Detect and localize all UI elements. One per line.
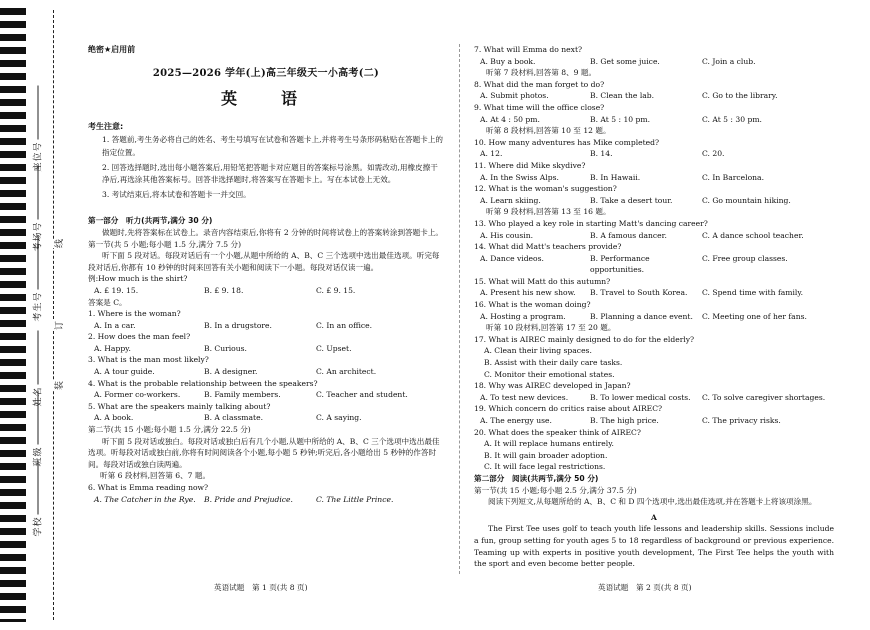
question: 11. Where did Mike skydive? bbox=[474, 160, 586, 170]
question: 2. How does the man feel? bbox=[88, 332, 191, 342]
mark-bind: 订 bbox=[51, 321, 66, 330]
question: 7. What will Emma do next? bbox=[474, 45, 583, 54]
option: C. Monitor their emotional states. bbox=[484, 369, 615, 379]
question: 13. Who played a key role in starting Matt's dancing career? bbox=[474, 218, 708, 228]
page-divider bbox=[459, 44, 460, 574]
options: A. A tour guide. B. A designer. C. An architect. bbox=[94, 367, 377, 377]
options: A. Former co-workers. B. Family members. C. Teacher and student. bbox=[94, 390, 408, 400]
question: 8. What did the man forget to do? bbox=[474, 79, 605, 89]
option: A. Clean their living spaces. bbox=[484, 346, 592, 356]
binding-bars bbox=[0, 8, 26, 622]
question: 9. What time will the office close? bbox=[474, 102, 605, 112]
question: 19. Which concern do critics raise about AIREC? bbox=[474, 404, 663, 414]
notice-item: 2. 回答选择题时,选出每小题答案后,用铅笔把答题卡对应题目的答案标号涂黑。如需改动,用橡皮擦干净后,再选涂其他答案标号。回答非选择题时,将答案写在答题卡上。写在本试卷上无效。 bbox=[102, 162, 438, 185]
question: 18. Why was AIREC developed in Japan? bbox=[474, 381, 631, 391]
option: C. It will face legal restrictions. bbox=[484, 462, 606, 472]
notice-heading: 考生注意: bbox=[88, 121, 124, 131]
right-page bbox=[474, 44, 834, 570]
options: A. In a car. B. In a drugstore. C. In an office. bbox=[94, 320, 373, 330]
part1-heading: 第一部分 听力(共两节,满分 30 分) bbox=[88, 216, 213, 226]
sec2-heading: 第二节(共 15 小题;每小题 1.5 分,满分 22.5 分) bbox=[88, 425, 251, 435]
options: A. His cousin. B. A famous dancer. C. A dance school teacher. bbox=[480, 230, 804, 240]
listening-prompt: 听第 9 段材料,回答第 13 至 16 题。 bbox=[486, 207, 611, 217]
passage-label: A bbox=[651, 512, 657, 522]
field-seat: 座位号 bbox=[31, 142, 44, 172]
notice-item: 1. 答题前,考生务必将自己的姓名、考生号填写在试卷和答题卡上,并将考生号条形码粘贴在答题卡上的指定位置。 bbox=[102, 135, 444, 157]
listening-prompt: 听第 8 段材料,回答第 10 至 12 题。 bbox=[486, 126, 611, 136]
options: A. In the Swiss Alps. B. In Hawaii. C. In Barcelona. bbox=[480, 172, 764, 182]
field-school: 学校 bbox=[31, 507, 44, 537]
options: A. Happy. B. Curious. C. Upset. bbox=[94, 343, 352, 353]
field-room: 考场号 bbox=[31, 222, 44, 252]
options: A. Hosting a program. B. Planning a dance event. C. Meeting one of her fans. bbox=[480, 311, 807, 321]
options: A. 12. B. 14. C. 20. bbox=[480, 149, 725, 159]
question: 3. What is the man most likely? bbox=[88, 355, 209, 365]
left-page bbox=[88, 44, 444, 505]
sec1-intro: 听下面 5 段对话。每段对话后有一个小题,从题中所给的 A、B、C 三个选项中选出最佳选项。听完每段对话后,你都有 10 秒钟的时间来回答有关小题和阅读下一小题。每段对话仅读一遍。 bbox=[88, 251, 440, 272]
options: A. Present his new show. B. Travel to South Korea. C. Spend time with family. bbox=[480, 288, 804, 298]
question: 20. What does the speaker think of AIREC? bbox=[474, 427, 641, 437]
notice-item: 3. 考试结束后,将本试卷和答题卡一并交回。 bbox=[102, 189, 251, 199]
question: 5. What are the speakers mainly talking about? bbox=[88, 401, 271, 411]
field-name: 姓名 bbox=[31, 377, 44, 407]
options: A. The energy use. B. The high price. C. The privacy risks. bbox=[480, 416, 781, 425]
listening-prompt: 听第 10 段材料,回答第 17 至 20 题。 bbox=[486, 323, 616, 333]
listening-prompt: 听第 6 段材料,回答第 6、7 题。 bbox=[100, 471, 211, 481]
question: 10. How many adventures has Mike completed? bbox=[474, 137, 660, 147]
options: A. A book. B. A classmate. C. A saying. bbox=[94, 413, 362, 423]
example-answer: 答案是 C。 bbox=[88, 297, 127, 307]
mark-install: 装 bbox=[51, 381, 66, 390]
cut-line bbox=[53, 10, 54, 620]
question: 6. What is Emma reading now? bbox=[88, 483, 209, 492]
options: A. At 4 : 50 pm. B. At 5 : 10 pm. C. At 5 : 30 pm. bbox=[480, 114, 762, 124]
options: A. Dance videos. B. Performance opportunities. C. Free group classes. bbox=[480, 253, 788, 275]
options: A. Buy a book. B. Get some juice. C. Join a club. bbox=[480, 56, 756, 66]
option: B. It will gain broader adoption. bbox=[484, 450, 608, 460]
footer-right: 英语试题 第 2 页(共 8 页) bbox=[598, 583, 692, 592]
question: 1. Where is the woman? bbox=[88, 309, 181, 319]
options: A. Submit photos. B. Clean the lab. C. Go to the library. bbox=[480, 91, 778, 101]
option: A. It will replace humans entirely. bbox=[484, 439, 614, 449]
question: 17. What is AIREC mainly designed to do for the elderly? bbox=[474, 334, 695, 344]
passage-text: The First Tee uses golf to teach youth life lessons and leadership skills. Sessions include a fun, group setting for youth ages 5 to 18 regardless of background or previous experience. Teaming up with experts in positive youth development, The First Tee helps the youth with the sport and even become better people. bbox=[474, 524, 834, 569]
footer-left: 英语试题 第 1 页(共 8 页) bbox=[214, 583, 308, 592]
field-class: 班级 bbox=[31, 437, 44, 467]
part1-intro: 做题时,先将答案标在试卷上。录音内容结束后,你将有 2 分钟的时间将试卷上的答案转涂到答题卡上。 bbox=[102, 227, 444, 237]
secret-label: 绝密★启用前 bbox=[88, 45, 136, 54]
question: 12. What is the woman's suggestion? bbox=[474, 184, 617, 194]
example-question: 例:How much is the shirt? bbox=[88, 274, 188, 284]
question: 16. What is the woman doing? bbox=[474, 300, 591, 310]
mark-line: 线 bbox=[51, 239, 66, 248]
exam-title: 2025—2026 学年(上)高三年级天一小高考(二) bbox=[152, 67, 380, 79]
options: A. To test new devices. B. To lower medical costs. C. To solve caregiver shortages. bbox=[480, 392, 826, 402]
binding-margin bbox=[0, 0, 78, 630]
sec2-intro: 听下面 5 段对话或独白。每段对话或独白后有几个小题,从题中所给的 A、B、C 三个选项中选出最佳选项。听每段对话或独白前,你将有时间阅读各个小题,每小题 5 秒钟;听完后,各小题给出 5 秒钟的作答时间。每段对话或独白读两遍。 bbox=[88, 436, 440, 469]
question: 15. What will Matt do this autumn? bbox=[474, 276, 611, 286]
example-options: A. £ 19. 15. B. £ 9. 18. C. £ 9. 15. bbox=[94, 285, 356, 295]
sec1-heading: 第一节(共 5 小题;每小题 1.5 分,满分 7.5 分) bbox=[88, 239, 242, 249]
question: 4. What is the probable relationship between the speakers? bbox=[88, 378, 318, 388]
question: 14. What did Matt's teachers provide? bbox=[474, 242, 622, 252]
part2-sec1-heading: 第一节(共 15 小题;每小题 2.5 分,满分 37.5 分) bbox=[474, 485, 637, 495]
listening-prompt: 听第 7 段材料,回答第 8、9 题。 bbox=[486, 68, 597, 78]
field-candidate-no: 考生号 bbox=[31, 292, 44, 322]
subject-title: 英 语 bbox=[220, 89, 311, 109]
option: B. Assist with their daily care tasks. bbox=[484, 358, 623, 368]
options: A. Learn skiing. B. Take a desert tour. C. Go mountain hiking. bbox=[480, 195, 791, 205]
part2-intro: 阅读下列短文,从每题所给的 A、B、C 和 D 四个选项中,选出最佳选项,并在答题卡上将该项涂黑。 bbox=[488, 497, 817, 507]
options: A. The Catcher in the Rye. B. Pride and Prejudice. C. The Little Prince. bbox=[94, 494, 394, 504]
part2-heading: 第二部分 阅读(共两节,满分 50 分) bbox=[474, 473, 599, 483]
